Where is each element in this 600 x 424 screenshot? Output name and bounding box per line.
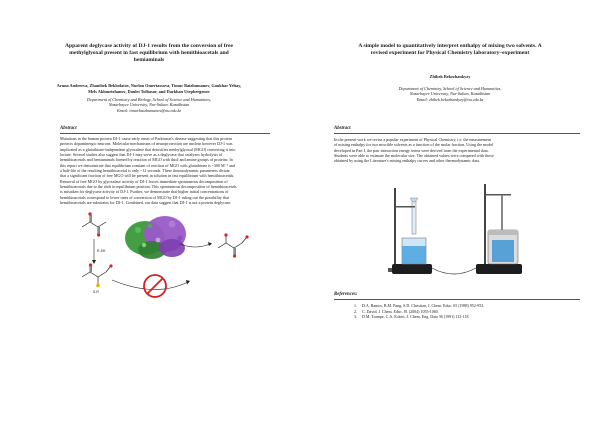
dj1-protein-structure-icon — [125, 216, 186, 259]
left-authors — [20, 83, 278, 94]
abstract-line: this report we demonstrate that equilibrium constant of reaction of MGO with glutathione is ~300 M⁻¹ and — [60, 162, 236, 168]
reference-item — [354, 314, 584, 320]
abstract-line: lactate. Several studies also suggest that DJ-1 may serve as a deglycase that catalyzes hydrolysis of — [60, 152, 223, 158]
stirrer-base-icon — [392, 264, 432, 274]
dewar-flask-icon — [488, 230, 518, 264]
right-abstract-rule — [334, 133, 580, 134]
hemithioacetal-structure — [82, 266, 110, 284]
affiliation-email: Email: timur.baizhumanov@nu.edu.kz — [116, 107, 182, 113]
sulfur-atom — [96, 284, 100, 288]
references-rule — [334, 299, 580, 300]
affiliation-line: Department of Chemistry, School of Science and Humanities, — [398, 86, 502, 91]
reference-text: D.M. Trampe, C.A. Eckert, J. Chem. Eng. Data 36 (1991) 112-118. — [362, 314, 470, 320]
reagent-label: R-SH — [97, 249, 106, 253]
arrow-head — [92, 260, 96, 264]
prohibited-icon — [144, 275, 166, 297]
title-line: Apparent deglycase activity of DJ-1 results from the conversion of free — [65, 43, 233, 49]
cable-icon — [432, 268, 476, 274]
blocked-pathway-arrow — [112, 280, 188, 290]
oxygen-atom — [245, 235, 248, 238]
authors-text: Mels Akhmetzhanov, Daulet Tolbasar, and Darkhan Utepbergenov — [88, 88, 210, 94]
arrow-head — [208, 242, 212, 246]
title-line: A simple model to quantitatively interpret enthalpy of mixing two solvents. A — [358, 43, 542, 49]
oxygen-atom — [224, 233, 227, 236]
reference-number: 1. — [354, 303, 357, 308]
authors-line — [20, 89, 278, 95]
stirrer-base-icon — [476, 264, 522, 274]
abstract-line: of mixing enthalpy for two miscible solvents as a function of the molar fraction. Using the model — [334, 142, 494, 148]
authors-text: Zhibek Bekezhankyzy — [429, 74, 471, 79]
left-page — [0, 0, 298, 424]
affiliation-line: Nazarbayev University, Nur-Sultan, Kazakhstan — [108, 102, 190, 108]
title-line: revised experiment for Physical Chemistry laboratory–experiment — [370, 50, 530, 57]
abstract-line: Mutations in the human protein DJ-1 cause early onset of Parkinson's disease suggesting that this protein — [60, 136, 232, 141]
left-affiliation — [24, 97, 274, 113]
burette-icon — [395, 198, 418, 234]
right-page — [302, 0, 600, 424]
abstract-line: that a significant fraction of free MGO will be present in solution in fast equilibrium with hemithioacetals. — [60, 173, 235, 179]
reference-text: C. David, J. Chem. Educ. 81 (2004) 1055-1060. — [362, 308, 439, 314]
right-authors — [330, 74, 570, 80]
references-list — [354, 303, 584, 320]
authors-line — [330, 74, 570, 80]
abstract-line: developed in Part I, the pair interaction energy terms were derived from the experimental data. — [334, 147, 489, 153]
right-abstract-body — [334, 137, 582, 164]
left-abstract-body — [60, 136, 272, 205]
product-label: S-R — [93, 290, 99, 294]
right-affiliation — [330, 86, 570, 102]
abstract-line: is mistaken for deglycase activity of DJ-1. Further, we demonstrate that higher initial concentrations of — [60, 189, 229, 195]
title-line: hemiaminals — [133, 57, 165, 64]
references-heading: References: — [334, 292, 358, 297]
left-abstract-heading: Abstract — [60, 126, 77, 131]
lactate-structure — [218, 236, 246, 255]
abstract-line: In the present work we revise a popular experiment of Physical Chemistry, i.e. the measurement — [334, 137, 492, 142]
reference-number: 3. — [354, 314, 357, 320]
oxygen-atom — [109, 264, 112, 267]
abstract-line: a half-life of the resulting hemithioacetal is only ~12 seconds. These thermodynamic parameters dictate — [60, 168, 230, 174]
abstract-line: hemithioacetals and hemiaminals formed by reaction of MGO with thiol and amine groups of proteins. In — [60, 157, 233, 163]
authors-text: Aruna Andreeva, Zhanibek Bekbolatov, Nurlan Omertassova, Timur Baizhumanov, Gaukhar Yeltay, — [56, 83, 242, 88]
abstract-line: hemithioacetals due to the shift in equilibrium position. This spontaneous decomposition of hemithioacetals — [60, 184, 237, 190]
affiliation-line: Department of Chemistry and Biology, School of Science and Humanities, — [86, 97, 212, 102]
abstract-line: hemithioacetals are substrates for DJ-1. Combined, our data suggest that DJ-1 is not a protein deglycase. — [60, 200, 232, 206]
beaker-icon — [402, 238, 426, 264]
affiliation-line: Nazarbayev University, Nur-Sultan, Kazakhstan — [409, 91, 491, 97]
methylglyoxal-structure — [82, 215, 106, 234]
affiliation-email: Email: zhibek.bekezhankyzy@nu.edu.kz — [416, 96, 484, 102]
oxygen-atom — [233, 254, 236, 257]
oxygen-atom — [88, 212, 91, 215]
oxygen-atom — [89, 263, 92, 266]
abstract-line: protects dopaminergic neurons. Molecular mechanisms of neuroprotection are unclear however DJ-1 was — [60, 141, 233, 147]
calorimeter-apparatus-figure — [384, 180, 534, 290]
left-reaction-figure — [60, 210, 280, 305]
abstract-line: implicated as a glutathione-independent glyoxalase that detoxifies methylglyoxal (MGO) converting it into — [60, 146, 236, 152]
oxygen-atom — [97, 233, 100, 236]
arrow-head — [186, 280, 190, 285]
left-abstract-rule — [60, 133, 270, 134]
abstract-line: Removal of free MGO by glyoxalase activity of DJ-1 forces immediate spontaneous decomposition of — [60, 178, 228, 184]
abstract-line: Students were able to estimate the molecular size. The obtained values were compared with those — [334, 153, 494, 159]
abstract-line: obtained by using the Literature's mixing enthalpy curves and other thermodynamic data. — [334, 158, 481, 164]
reference-number: 2. — [354, 308, 357, 314]
left-paper-title — [30, 43, 268, 65]
reference-text: D.A. Ramos, B.M. Pang, S.D. Christian, J. Chem. Educ. 65 (1988) 952-953. — [362, 303, 485, 308]
right-paper-title — [330, 43, 570, 57]
right-abstract-heading: Abstract — [334, 126, 351, 131]
title-line: methylglyoxal present in fast equilibrium with hemithioacetals and — [69, 50, 229, 57]
abstract-line: hemithioacetals correspond to lower rates of conversion of MGO by DJ-1 ruling out the possibility that — [60, 194, 230, 200]
